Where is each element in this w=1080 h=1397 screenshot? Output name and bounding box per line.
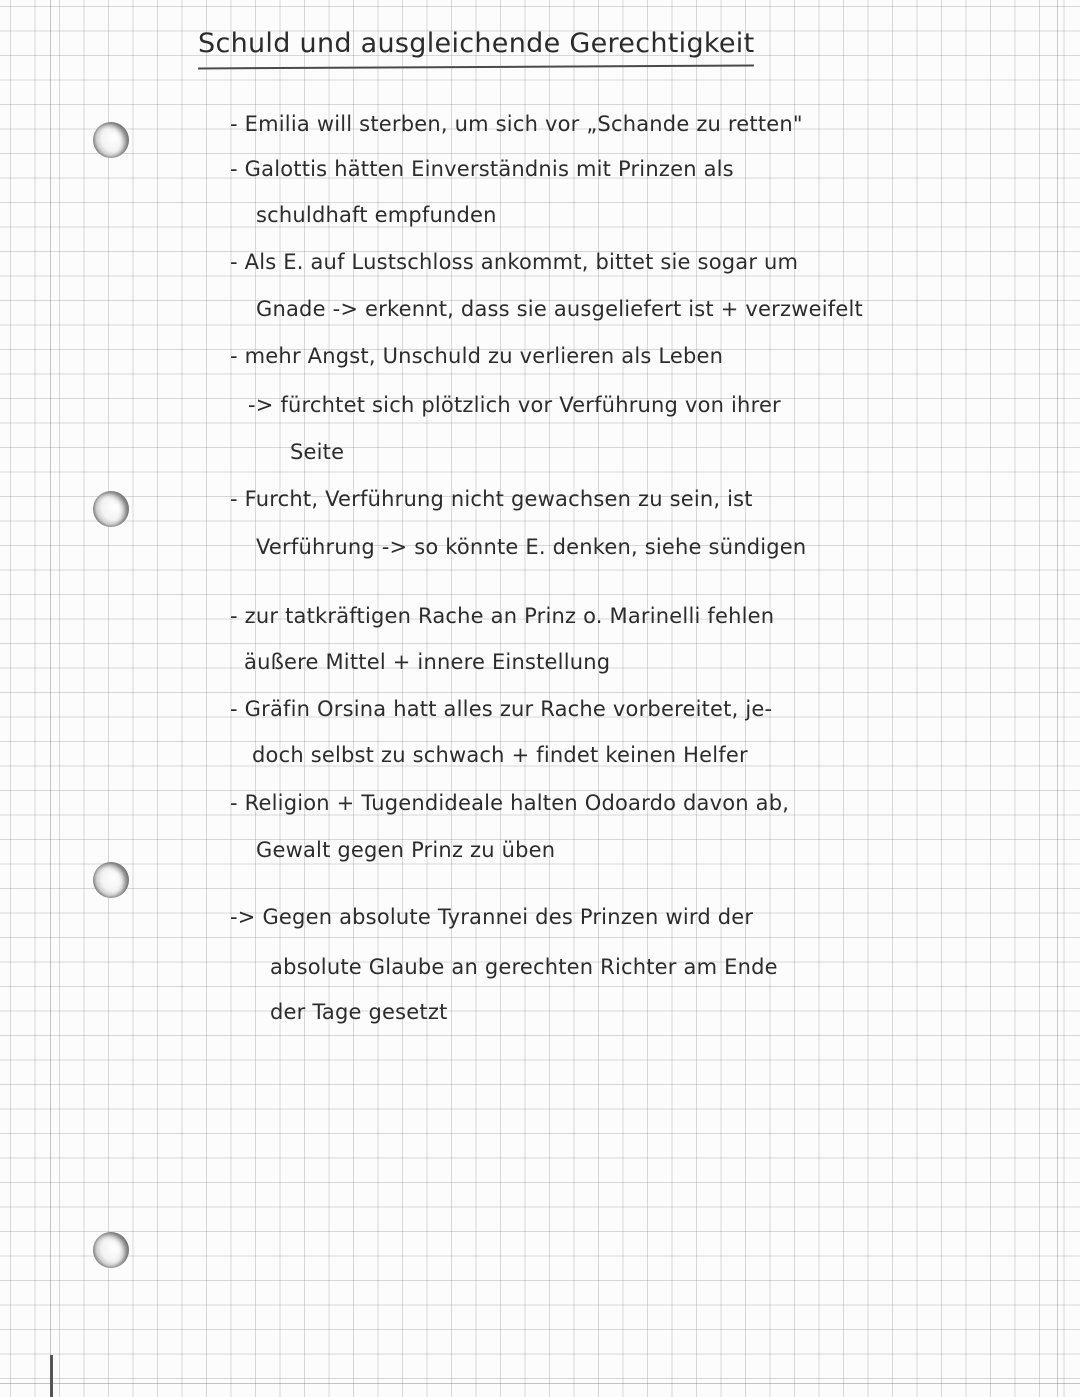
note-line: doch selbst zu schwach + findet keinen Helfer [252, 743, 748, 767]
note-line: äußere Mittel + innere Einstellung [244, 650, 611, 674]
page-right-edge [1057, 0, 1058, 1397]
note-line: schuldhaft empfunden [256, 203, 497, 227]
note-line: - Als E. auf Lustschloss ankommt, bittet sie sogar um [230, 250, 799, 274]
page-title: Schuld und ausgleichende Gerechtigkeit [198, 28, 755, 59]
note-line: - Emilia will sterben, um sich vor „Schande zu retten" [230, 112, 803, 136]
binder-spine [50, 1355, 53, 1397]
note-line: Gewalt gegen Prinz zu üben [256, 838, 556, 862]
punch-hole-icon [93, 491, 129, 527]
note-line: -> fürchtet sich plötzlich vor Verführung von ihrer [248, 393, 781, 417]
note-line: der Tage gesetzt [270, 1000, 448, 1024]
note-line: -> Gegen absolute Tyrannei des Prinzen wird der [230, 905, 754, 929]
note-line: - Furcht, Verführung nicht gewachsen zu sein, ist [230, 487, 753, 511]
note-line: - mehr Angst, Unschuld zu verlieren als Leben [230, 344, 724, 368]
punch-hole-icon [93, 122, 129, 158]
note-line: - zur tatkräftigen Rache an Prinz o. Marinelli fehlen [230, 604, 775, 628]
margin-line [50, 0, 51, 1397]
punch-hole-icon [93, 862, 129, 898]
note-line: - Gräfin Orsina hatt alles zur Rache vorbereitet, je- [230, 697, 773, 721]
note-line: - Galottis hätten Einverständnis mit Prinzen als [230, 157, 734, 181]
note-line: - Religion + Tugendideale halten Odoardo davon ab, [230, 791, 790, 815]
note-line: Gnade -> erkennt, dass sie ausgeliefert ist + verzweifelt [256, 297, 863, 321]
page-bottom-edge [0, 1383, 1080, 1384]
note-line: Verführung -> so könnte E. denken, siehe sündigen [256, 535, 807, 559]
note-line: Seite [290, 440, 345, 464]
punch-hole-icon [93, 1232, 129, 1268]
title-underline [198, 65, 754, 70]
note-line: absolute Glaube an gerechten Richter am Ende [270, 955, 778, 979]
